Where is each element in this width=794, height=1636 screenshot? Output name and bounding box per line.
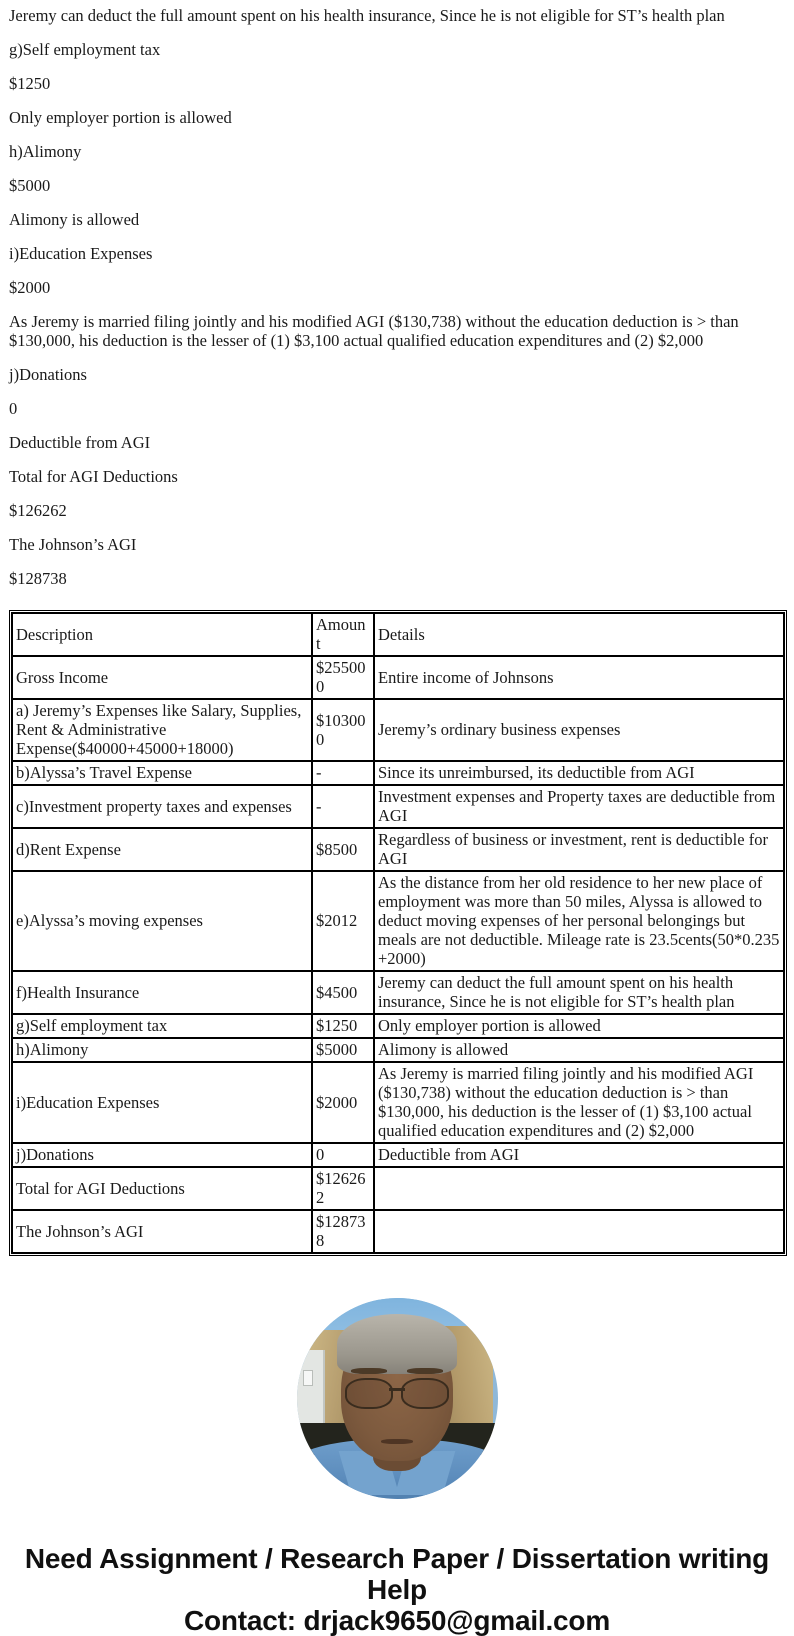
paragraph: As Jeremy is married filing jointly and his modified AGI ($130,738) without the education deduction is > than $130,000, his deduction is the lesser of (1) $3,100 actual qualified education expenditures and (2) $2,000 — [9, 312, 739, 350]
cell-description: The Johnson’s AGI — [12, 1210, 312, 1253]
paragraph: $126262 — [9, 501, 67, 520]
cell-amount: - — [312, 785, 374, 828]
cell-amount: $1250 — [312, 1014, 374, 1038]
table-row — [12, 828, 784, 871]
paragraph: Alimony is allowed — [9, 210, 140, 229]
paragraph: $128738 — [9, 569, 67, 588]
cell-amount: $255000 — [312, 656, 374, 699]
cell-details — [374, 1210, 784, 1253]
cell-description: Gross Income — [12, 656, 312, 699]
cell-details: As Jeremy is married filing jointly and his modified AGI ($130,738) without the education deduction is > than $130,000, his deduction is the lesser of (1) $3,100 actual qualified education expenditures and (2) $2,000 — [374, 1062, 784, 1143]
table-row — [12, 1210, 784, 1253]
cell-details: Alimony is allowed — [374, 1038, 784, 1062]
table-row — [12, 1143, 784, 1167]
avatar-lens-left — [345, 1378, 393, 1408]
agi-table-body — [12, 613, 784, 1253]
paragraph: h)Alimony — [9, 142, 82, 161]
cell-description: h)Alimony — [12, 1038, 312, 1062]
cell-details: Investment expenses and Property taxes are deductible from AGI — [374, 785, 784, 828]
table-row — [12, 971, 784, 1014]
cell-description: e)Alyssa’s moving expenses — [12, 871, 312, 971]
cell-details: Only employer portion is allowed — [374, 1014, 784, 1038]
cell-description: a) Jeremy’s Expenses like Salary, Supplies, Rent & Administrative Expense($40000+45000+18000) — [12, 699, 312, 761]
avatar-eyebrow-left — [351, 1368, 387, 1374]
cell-details: Entire income of Johnsons — [374, 656, 784, 699]
cell-amount: $2000 — [312, 1062, 374, 1143]
agi-deductions-table — [9, 610, 787, 1256]
paragraph: i)Education Expenses — [9, 244, 153, 263]
paragraph: $5000 — [9, 176, 51, 195]
agi-table-container — [0, 610, 794, 1256]
paragraph: g)Self employment tax — [9, 40, 161, 59]
paragraph-list — [9, 6, 785, 588]
cell-amount: $2012 — [312, 871, 374, 971]
cell-amount: - — [312, 761, 374, 785]
cell-description: Total for AGI Deductions — [12, 1167, 312, 1210]
cell-description: b)Alyssa’s Travel Expense — [12, 761, 312, 785]
cell-details: Jeremy’s ordinary business expenses — [374, 699, 784, 761]
cell-amount: $8500 — [312, 828, 374, 871]
column-header: Description — [12, 613, 312, 656]
table-row — [12, 699, 784, 761]
cell-details: Since its unreimbursed, its deductible from AGI — [374, 761, 784, 785]
cell-amount: $4500 — [312, 971, 374, 1014]
cell-amount: 0 — [312, 1143, 374, 1167]
glasses-icon — [345, 1378, 450, 1404]
footer-headline: Need Assignment / Research Paper / Dissertation writing Help — [24, 1543, 770, 1605]
paragraph: The Johnson’s AGI — [9, 535, 137, 554]
cell-amount: $103000 — [312, 699, 374, 761]
column-header: Amount — [312, 613, 374, 656]
paragraph: Only employer portion is allowed — [9, 108, 232, 127]
table-row — [12, 1014, 784, 1038]
table-row — [12, 785, 784, 828]
avatar-lens-right — [401, 1378, 449, 1408]
paragraph: Jeremy can deduct the full amount spent on his health insurance, Since he is not eligible for ST’s health plan — [9, 6, 725, 25]
cell-description: j)Donations — [12, 1143, 312, 1167]
table-row — [12, 1167, 784, 1210]
paragraph: Total for AGI Deductions — [9, 467, 178, 486]
avatar-mouth — [381, 1439, 413, 1444]
table-row — [12, 656, 784, 699]
paragraph: Deductible from AGI — [9, 433, 151, 452]
table-row — [12, 761, 784, 785]
avatar-background-switch — [303, 1370, 313, 1386]
cell-description: d)Rent Expense — [12, 828, 312, 871]
cell-description: c)Investment property taxes and expenses — [12, 785, 312, 828]
cell-description: f)Health Insurance — [12, 971, 312, 1014]
cell-details: Deductible from AGI — [374, 1143, 784, 1167]
cell-details: Jeremy can deduct the full amount spent on his health insurance, Since he is not eligible for ST’s health plan — [374, 971, 784, 1014]
footer-contact: Contact: drjack9650@gmail.com — [183, 1605, 611, 1636]
table-row — [12, 1062, 784, 1143]
paragraph: 0 — [9, 399, 18, 418]
cell-description: i)Education Expenses — [12, 1062, 312, 1143]
cell-details: As the distance from her old residence to her new place of employment was more than 50 miles, Alyssa is allowed to deduct moving expenses of her personal belongings but meals are not deductible. Mileage rate is 23.5cents(50*0.235 +2000) — [374, 871, 784, 971]
cell-details — [374, 1167, 784, 1210]
avatar-hair — [337, 1314, 458, 1374]
paragraph: j)Donations — [9, 365, 87, 384]
document-body — [0, 6, 794, 588]
avatar — [297, 1298, 498, 1499]
paragraph: $1250 — [9, 74, 51, 93]
table-row — [12, 1038, 784, 1062]
paragraph: $2000 — [9, 278, 51, 297]
column-header: Details — [374, 613, 784, 656]
footer — [0, 1543, 794, 1636]
cell-amount: $5000 — [312, 1038, 374, 1062]
table-row — [12, 871, 784, 971]
cell-details: Regardless of business or investment, rent is deductible for AGI — [374, 828, 784, 871]
table-header-row — [12, 613, 784, 656]
avatar-container — [0, 1298, 794, 1499]
cell-description: g)Self employment tax — [12, 1014, 312, 1038]
cell-amount: $126262 — [312, 1167, 374, 1210]
cell-amount: $128738 — [312, 1210, 374, 1253]
avatar-glasses-bridge — [389, 1388, 406, 1391]
